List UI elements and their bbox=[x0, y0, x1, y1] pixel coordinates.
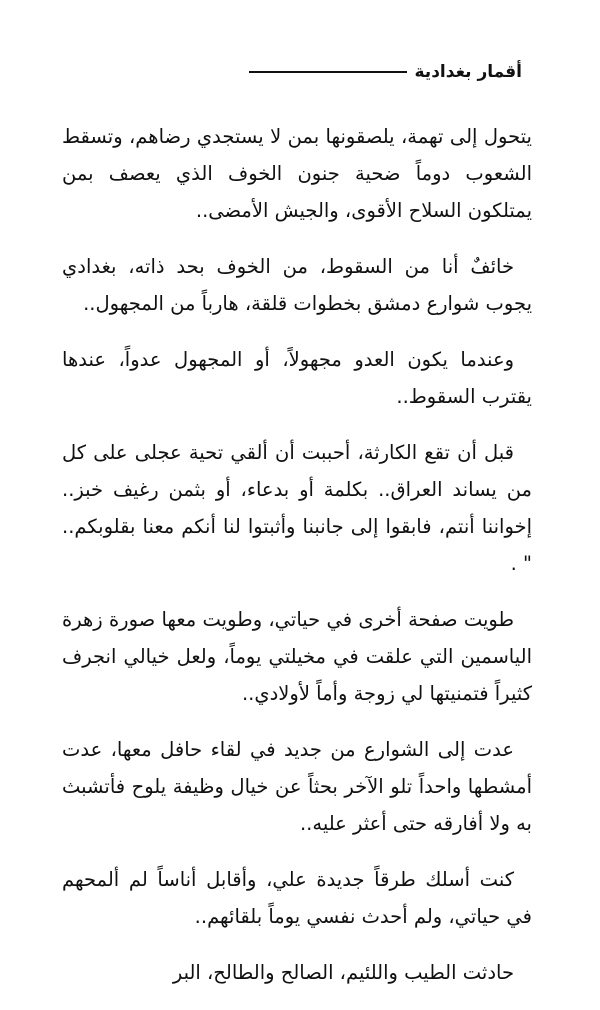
book-title: أقمار بغدادية bbox=[414, 62, 522, 82]
paragraph: طويت صفحة أخرى في حياتي، وطويت معها صورة زهرة الياسمين التي علقت في مخيلتي يوماً، ولعل خيالي انجرف كثيراً فتمنيتها لي زوجة وأماً لأولادي.. bbox=[62, 608, 532, 705]
paragraph: وعندما يكون العدو مجهولاً، أو المجهول عدواً، عندها يقترب السقوط.. bbox=[62, 348, 532, 408]
paragraph: حادثت الطيب واللئيم، الصالح والطالح، البر bbox=[172, 961, 514, 984]
paragraph: عدت إلى الشوارع من جديد في لقاء حافل معها، عدت أمشطها واحداً تلو الآخر بحثاً عن خيال وظيفة يلوح فأتشبث به ولا أفارقه حتى أعثر عليه.. bbox=[62, 738, 532, 835]
body-text bbox=[62, 118, 532, 1010]
header-rule bbox=[249, 71, 407, 73]
paragraph: يتحول إلى تهمة، يلصقونها بمن لا يستجدي رضاهم، وتسقط الشعوب دوماً ضحية جنون الخوف الذي يعصف بمن يمتلكون السلاح الأقوى، والجيش الأمضى.. bbox=[62, 125, 532, 222]
paragraph: خائفٌ أنا من السقوط، من الخوف بحد ذاته، بغدادي يجوب شوارع دمشق بخطوات قلقة، هارباً من المجهول.. bbox=[62, 255, 532, 315]
paragraph: كنت أسلك طرقاً جديدة علي، وأقابل أناساً لم ألمحهم في حياتي، ولم أحدث نفسي يوماً بلقائهم.. bbox=[62, 868, 532, 928]
paragraph: قبل أن تقع الكارثة، أحببت أن ألقي تحية عجلى على كل من يساند العراق.. بكلمة أو بدعاء، أو بثمن رغيف خبز.. إخواننا أنتم، فابقوا إلى جانبنا وأثبتوا لنا أنكم معنا بقلوبكم.. " . bbox=[62, 441, 532, 575]
running-header bbox=[72, 57, 522, 87]
